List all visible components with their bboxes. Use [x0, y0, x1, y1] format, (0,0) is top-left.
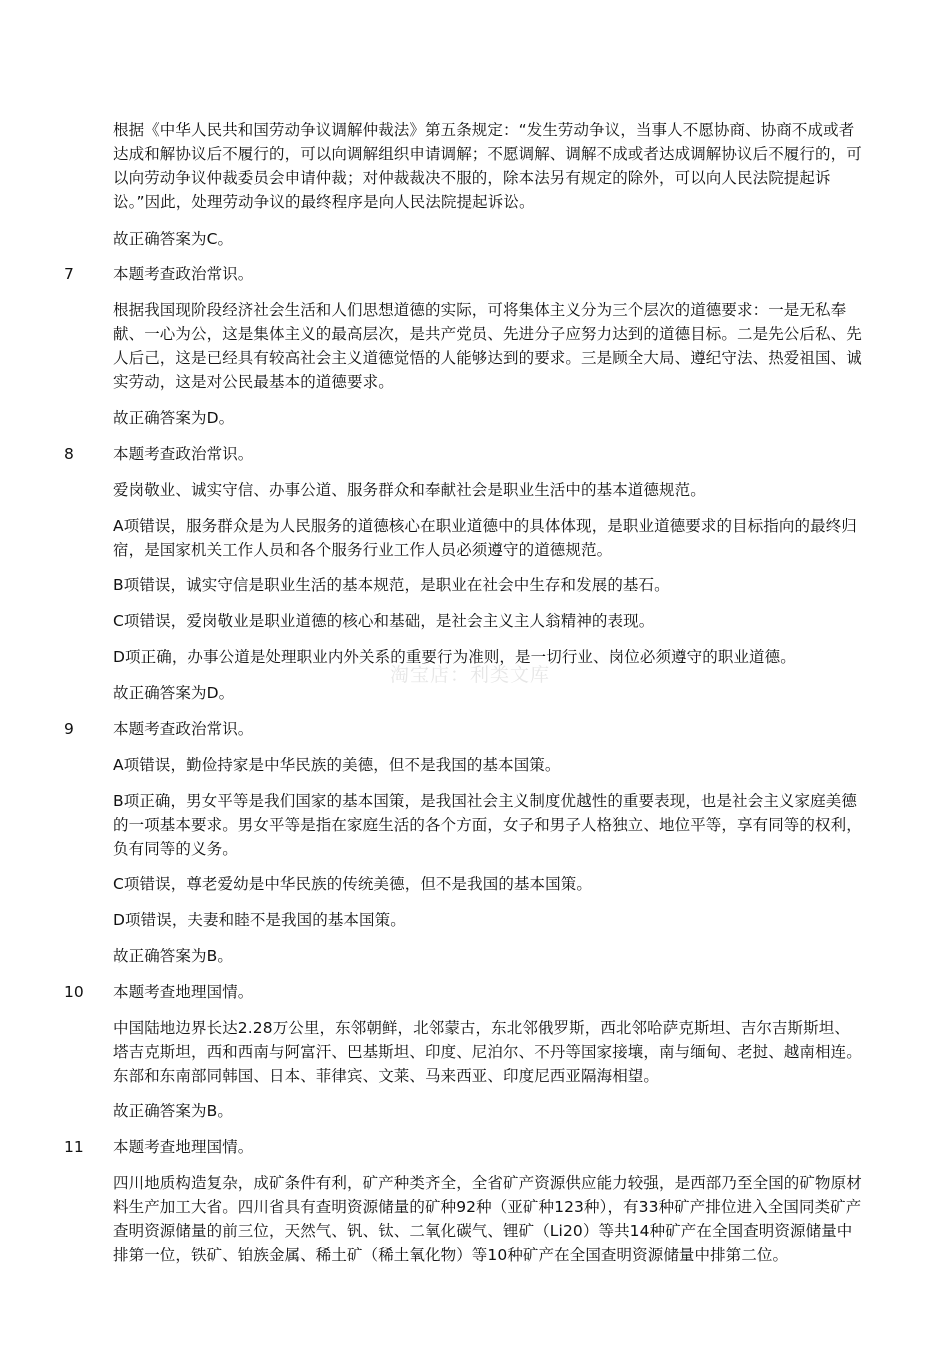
- option-analysis: B项错误，诚实守信是职业生活的基本规范，是职业在社会中生存和发展的基石。: [113, 576, 670, 594]
- option-analysis: D项错误，夫妻和睦不是我国的基本国策。: [113, 911, 406, 929]
- option-analysis: B项正确，男女平等是我们国家的基本国策，是我国社会主义制度优越性的重要表现，也是社会主义家庭美德的一项基本要求。男女平等是指在家庭生活的各个方面，女子和男子人格独立、地位平等，享有同等的权利，负有同等的义务。: [113, 792, 862, 858]
- answer-line: 故正确答案为C。: [113, 230, 234, 248]
- option-analysis: C项错误，尊老爱幼是中华民族的传统美德，但不是我国的基本国策。: [113, 875, 592, 893]
- option-analysis: D项正确，办事公道是处理职业内外关系的重要行为准则，是一切行业、岗位必须遵守的职业道德。: [113, 648, 796, 666]
- explanation-paragraph: 中国陆地边界长达2.28万公里，东邻朝鲜，北邻蒙古，东北邻俄罗斯，西北邻哈萨克斯坦、吉尔吉斯斯坦、塔吉克斯坦，西和西南与阿富汗、巴基斯坦、印度、尼泊尔、不丹等国家接壤，南与缅甸、老挝、越南相连。东部和东南部同韩国、日本、菲律宾、文莱、马来西亚、印度尼西亚隔海相望。: [113, 1019, 862, 1085]
- question-number: 7: [64, 265, 74, 283]
- option-analysis: A项错误，勤俭持家是中华民族的美德，但不是我国的基本国策。: [113, 756, 561, 774]
- answer-line: 故正确答案为B。: [113, 1102, 233, 1120]
- topic-line: 本题考查地理国情。: [113, 983, 254, 1001]
- question-number: 11: [64, 1138, 84, 1156]
- question-number: 10: [64, 983, 84, 1001]
- topic-line: 本题考查政治常识。: [113, 265, 254, 283]
- question-number: 8: [64, 445, 74, 463]
- topic-line: 本题考查政治常识。: [113, 720, 254, 738]
- answer-line: 故正确答案为D。: [113, 409, 235, 427]
- explanation-paragraph: 根据《中华人民共和国劳动争议调解仲裁法》第五条规定：“发生劳动争议，当事人不愿协商、协商不成或者达成和解协议后不履行的，可以向调解组织申请调解；不愿调解、调解不成或者达成调解协议后不履行的，可以向劳动争议仲裁委员会申请仲裁；对仲裁裁决不服的，除本法另有规定的除外，可以向人民法院提起诉讼。”因此，处理劳动争议的最终程序是向人民法院提起诉讼。: [113, 121, 862, 211]
- answer-line: 故正确答案为B。: [113, 947, 233, 965]
- answer-line: 故正确答案为D。: [113, 684, 235, 702]
- explanation-paragraph: 四川地质构造复杂，成矿条件有利，矿产种类齐全，全省矿产资源供应能力较强，是西部乃至全国的矿物原材料生产加工大省。四川省具有查明资源储量的矿种92种（亚矿种123种），有33种矿产排位进入全国同类矿产查明资源储量的前三位，天然气、钒、钛、二氧化碳气、锂矿（Li20）等共14种矿产在全国查明资源储量中排第一位，铁矿、铂族金属、稀土矿（稀土氧化物）等10种矿产在全国查明资源储量中排第二位。: [113, 1174, 862, 1264]
- topic-line: 本题考查地理国情。: [113, 1138, 254, 1156]
- explanation-paragraph: 爱岗敬业、诚实守信、办事公道、服务群众和奉献社会是职业生活中的基本道德规范。: [113, 481, 706, 499]
- option-analysis: C项错误，爱岗敬业是职业道德的核心和基础，是社会主义主人翁精神的表现。: [113, 612, 655, 630]
- option-analysis: A项错误，服务群众是为人民服务的道德核心在职业道德中的具体体现，是职业道德要求的目标指向的最终归宿，是国家机关工作人员和各个服务行业工作人员必须遵守的道德规范。: [113, 517, 857, 559]
- explanation-paragraph: 根据我国现阶段经济社会生活和人们思想道德的实际，可将集体主义分为三个层次的道德要求：一是无私奉献、一心为公，这是集体主义的最高层次，是共产党员、先进分子应努力达到的道德目标。二是先公后私、先人后己，这是已经具有较高社会主义道德觉悟的人能够达到的要求。三是顾全大局、遵纪守法、热爱祖国、诚实劳动，这是对公民最基本的道德要求。: [113, 301, 862, 391]
- watermark: 淘宝店：利类文库: [390, 664, 551, 686]
- question-number: 9: [64, 720, 74, 738]
- topic-line: 本题考查政治常识。: [113, 445, 254, 463]
